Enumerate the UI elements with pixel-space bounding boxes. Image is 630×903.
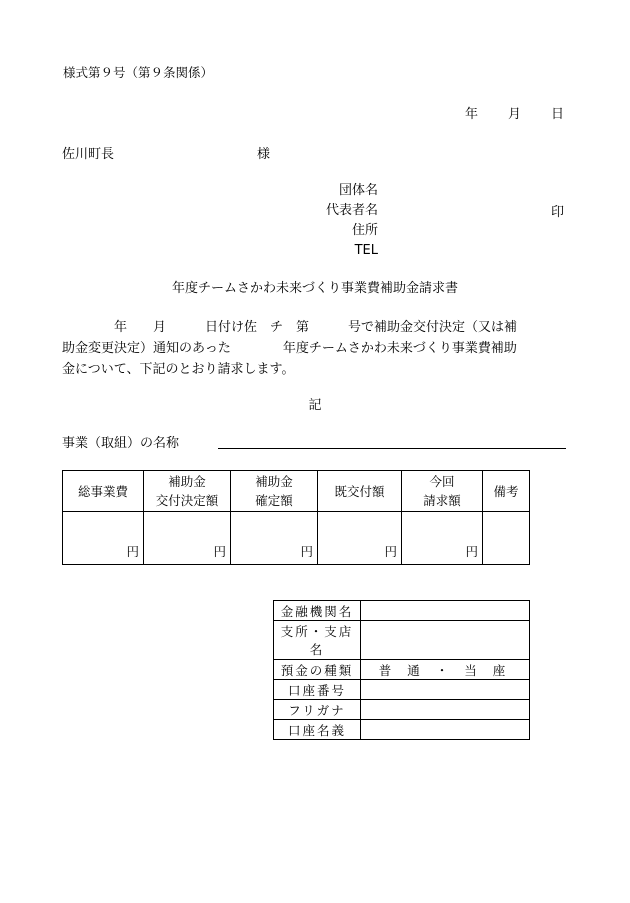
amount-table <box>62 470 530 565</box>
tel-label: TEL <box>354 243 378 258</box>
bank-row-account-number <box>274 680 530 700</box>
branch-field[interactable] <box>361 621 530 660</box>
request-body <box>62 317 567 380</box>
already-paid-cell[interactable]: 円 <box>318 512 402 565</box>
furigana-field[interactable] <box>361 700 530 720</box>
header-already-paid: 既交付額 <box>318 471 402 512</box>
body-line-1: 年 月 日付け佐 チ 第 号で補助金交付決定（又は補 <box>62 320 518 335</box>
applicant-block <box>316 181 378 261</box>
representative-label: 代表者名 <box>325 203 378 218</box>
document-title: 年度チームさかわ未来づくり事業費補助金請求書 <box>171 281 458 296</box>
grant-confirmed-cell[interactable]: 円 <box>231 512 318 565</box>
bank-row-branch <box>274 621 530 660</box>
grant-decision-cell[interactable]: 円 <box>144 512 231 565</box>
amount-value-row <box>63 512 530 565</box>
header-remarks: 備考 <box>483 471 530 512</box>
header-total-cost: 総事業費 <box>63 471 144 512</box>
address-label: 住所 <box>351 223 378 238</box>
account-number-field[interactable] <box>361 680 530 700</box>
addressee-name: 佐川町長 <box>62 147 115 162</box>
furigana-label: フリガナ <box>274 700 361 720</box>
addressee-honorific: 様 <box>257 147 271 162</box>
bank-row-furigana <box>274 700 530 720</box>
deposit-type-label: 預金の種類 <box>274 660 361 680</box>
bank-table <box>273 600 530 740</box>
org-name-label: 団体名 <box>338 183 378 198</box>
body-line-2: 助金変更決定）通知のあった 年度チームさかわ未来づくり事業費補助 <box>62 341 517 356</box>
date-year: 年 <box>464 107 478 122</box>
body-line-3: 金について、下記のとおり請求します。 <box>62 362 295 377</box>
remarks-cell[interactable] <box>483 512 530 565</box>
total-cost-cell[interactable]: 円 <box>63 512 144 565</box>
bank-row-account-name <box>274 720 530 740</box>
branch-label: 支所・支店 名 <box>274 621 361 660</box>
ki-heading: 記 <box>308 398 322 413</box>
date-line <box>465 103 564 122</box>
project-name-line[interactable] <box>218 448 566 449</box>
date-day: 日 <box>550 107 564 122</box>
this-request-cell[interactable]: 円 <box>402 512 483 565</box>
institution-field[interactable] <box>361 601 530 621</box>
date-month: 月 <box>507 107 521 122</box>
account-number-label: 口座番号 <box>274 680 361 700</box>
addressee <box>62 143 270 162</box>
institution-label: 金融機関名 <box>274 601 361 621</box>
form-number: 様式第９号（第９条関係） <box>63 65 214 80</box>
header-grant-confirmed: 補助金 確定額 <box>231 471 318 512</box>
bank-row-deposit-type <box>274 660 530 680</box>
project-name-label: 事業（取組）の名称 <box>62 436 180 451</box>
bank-row-institution <box>274 601 530 621</box>
deposit-type-options[interactable]: 普 通 ・ 当 座 <box>361 660 530 680</box>
amount-header-row <box>63 471 530 512</box>
account-name-label: 口座名義 <box>274 720 361 740</box>
header-this-request: 今回 請求額 <box>402 471 483 512</box>
header-grant-decision: 補助金 交付決定額 <box>144 471 231 512</box>
seal-mark: 印 <box>550 205 564 220</box>
account-name-field[interactable] <box>361 720 530 740</box>
